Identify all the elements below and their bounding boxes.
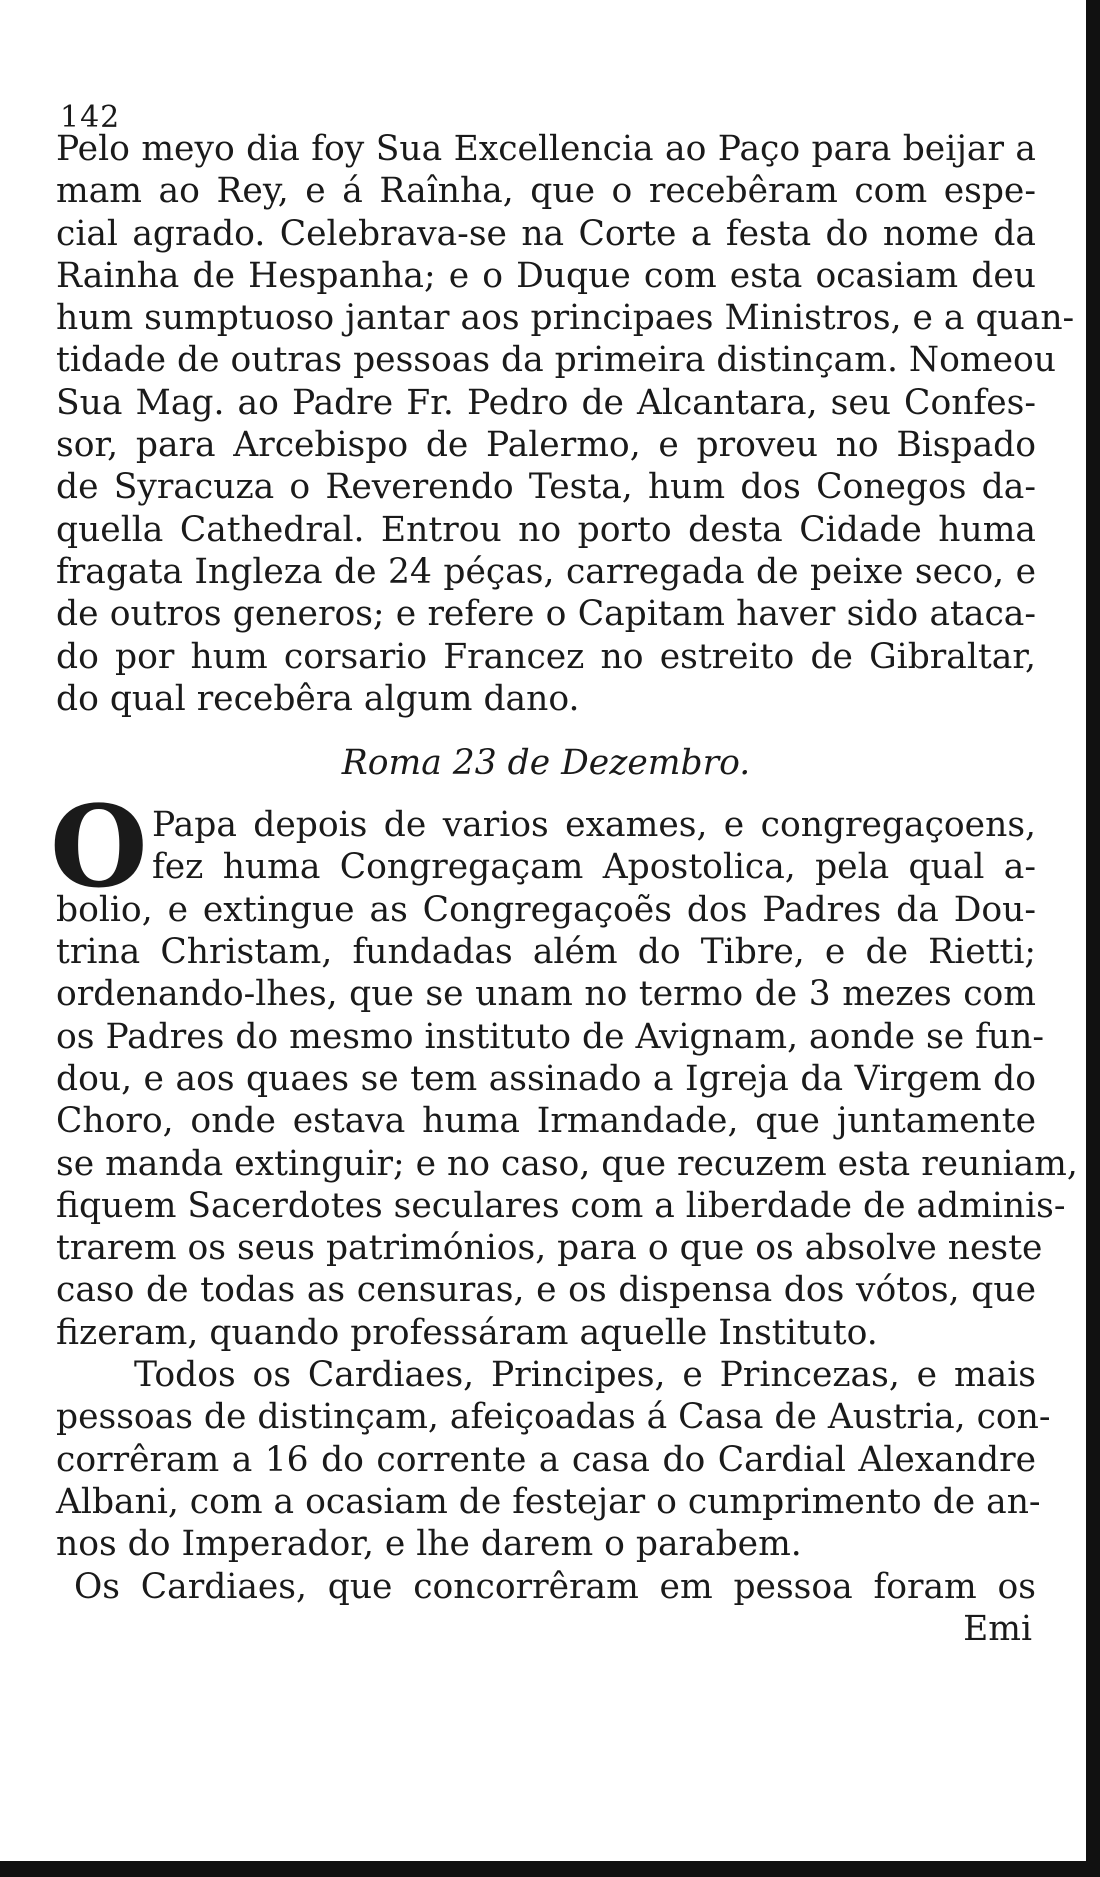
paragraph-madrid-news <box>56 128 1075 720</box>
text-line: sor, para Arcebispo de Palermo, e proveu no Bispado <box>56 425 1036 466</box>
text-line: bolio, e extingue as Congregaçoẽs dos Padres da Dou- <box>56 889 1036 930</box>
text-line: trarem os seus patrimónios, para o que os absolve neste <box>56 1228 1043 1269</box>
text-line: caso de todas as censuras, e os dispensa dos vótos, que <box>56 1270 1036 1311</box>
text-line: tidade de outras pessoas da primeira distinçam. Nomeou <box>56 340 1056 381</box>
text-line: nos do Imperador, e lhe darem o parabem. <box>56 1524 802 1565</box>
text-line: fizeram, quando professáram aquelle Instituto. <box>56 1312 878 1353</box>
text-line: corrêram a 16 do corrente a casa do Cardial Alexandre <box>56 1439 1036 1480</box>
text-line: se manda extinguir; e no caso, que recuzem esta reuniam, <box>56 1143 1078 1184</box>
text-line: Albani, com a ocasiam de festejar o cumprimento de an- <box>56 1481 1041 1522</box>
text-line: trina Christam, fundadas além do Tibre, e de Rietti; <box>56 932 1036 973</box>
text-line: pessoas de distinçam, afeiçoadas á Casa de Austria, con- <box>56 1397 1051 1438</box>
text-line: do por hum corsario Francez no estreito de Gibraltar, <box>56 636 1036 677</box>
text-line: Todos os Cardiaes, Principes, e Princezas, e mais <box>134 1355 1036 1396</box>
text-line: do qual recebêra algum dano. <box>56 678 580 719</box>
text-line: mam ao Rey, e á Raînha, que o recebêram com espe- <box>56 171 1036 212</box>
text-line: os Padres do mesmo instituto de Avignam, aonde se fun- <box>56 1016 1045 1057</box>
catchword: Emi <box>963 1608 1032 1649</box>
paragraph-roma-news <box>50 782 1078 1608</box>
text-line: Pelo meyo dia foy Sua Excellencia ao Paço para beijar a <box>56 129 1036 169</box>
text-line: cial agrado. Celebrava-se na Corte a festa do nome da <box>56 213 1036 254</box>
drop-cap: O <box>50 782 148 914</box>
text-line: hum sumptuoso jantar aos principaes Ministros, e a quan- <box>56 298 1075 339</box>
text-line: Papa depois de varios exames, e congregaçoens, <box>152 805 1036 846</box>
scan-edge-right <box>1086 0 1100 1877</box>
text-line: quella Cathedral. Entrou no porto desta Cidade huma <box>56 509 1036 550</box>
text-line: de outros generos; e refere o Capitam haver sido ataca- <box>56 594 1036 635</box>
text-line: Choro, onde estava huma Irmandade, que juntamente <box>56 1101 1036 1142</box>
text-line: Rainha de Hespanha; e o Duque com esta ocasiam deu <box>56 255 1036 296</box>
text-line: fez huma Congregaçam Apostolica, pela qual a- <box>152 847 1036 888</box>
text-line: Os Cardiaes, que concorrêram em pessoa foram os <box>74 1566 1036 1607</box>
page-number: 142 <box>60 100 121 135</box>
scan-edge-bottom <box>0 1861 1100 1877</box>
page-text <box>50 100 1078 1650</box>
text-line: fiquem Sacerdotes seculares com a liberdade de adminis- <box>56 1185 1066 1226</box>
text-line: dou, e aos quaes se tem assinado a Igreja da Virgem do <box>56 1058 1036 1099</box>
text-line: Sua Mag. ao Padre Fr. Pedro de Alcantara, seu Confes- <box>56 382 1036 423</box>
text-line: ordenando-lhes, que se unam no termo de 3 mezes com <box>56 974 1036 1015</box>
text-line: de Syracuza o Reverendo Testa, hum dos Conegos da- <box>56 467 1036 508</box>
section-heading-roma: Roma 23 de Dezembro. <box>341 743 751 784</box>
text-line: fragata Ingleza de 24 péças, carregada de peixe seco, e <box>56 551 1036 592</box>
